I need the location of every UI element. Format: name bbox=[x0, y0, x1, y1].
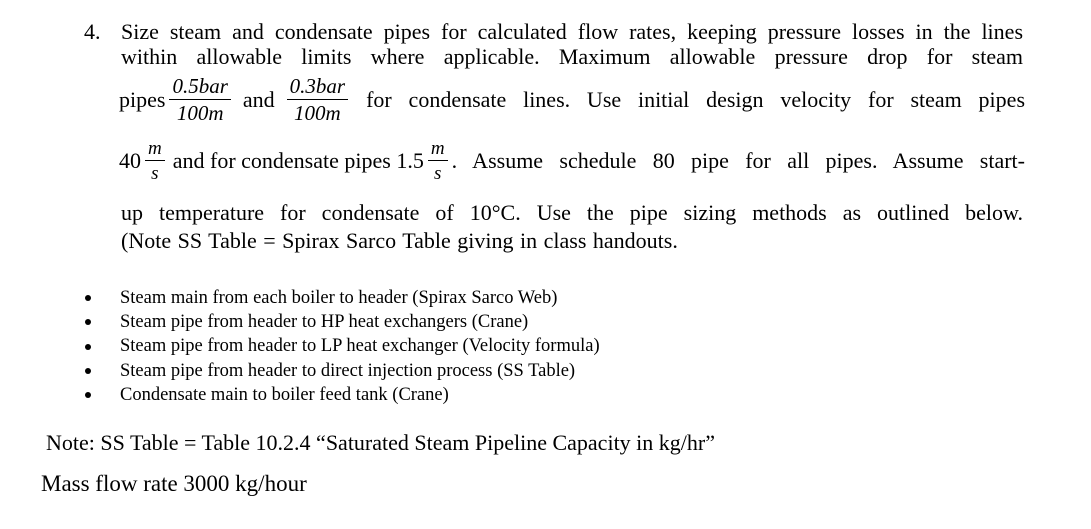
fraction-denominator: s bbox=[433, 163, 442, 184]
pressure-drop-steam-fraction bbox=[169, 76, 230, 124]
line3-prefix: pipes bbox=[119, 87, 166, 112]
mass-flow-rate: Mass flow rate 3000 kg/hour bbox=[41, 471, 307, 496]
fraction-denominator: 100m bbox=[176, 101, 224, 125]
fraction-numerator: m bbox=[428, 139, 448, 161]
list-item bbox=[84, 286, 600, 310]
ss-table-note: Note: SS Table = Table 10.2.4 “Saturated Steam Pipeline Capacity in kg/hr” bbox=[46, 430, 715, 455]
list-item-text: Steam pipe from header to LP heat exchanger (Velocity formula) bbox=[120, 336, 600, 357]
list-item bbox=[84, 310, 600, 334]
list-item bbox=[84, 383, 600, 407]
paragraph-line-1: Size steam and condensate pipes for calculated flow rates, keeping pressure losses in the lines bbox=[121, 19, 1023, 44]
paragraph-line-6: (Note SS Table = Spirax Sarco Table giving in class handouts. bbox=[121, 228, 678, 253]
fraction-numerator: 0.5bar bbox=[169, 76, 230, 100]
bullet-icon bbox=[85, 319, 91, 325]
list-item-text: Condensate main to boiler feed tank (Crane) bbox=[120, 384, 449, 405]
bullet-icon bbox=[85, 392, 91, 398]
paragraph-line-5: up temperature for condensate of 10°C. Use the pipe sizing methods as outlined below. bbox=[121, 200, 1023, 225]
pressure-drop-condensate-fraction bbox=[287, 76, 348, 124]
steam-velocity-value: 40 bbox=[119, 148, 141, 173]
item-number: 4. bbox=[84, 19, 101, 44]
list-item-text: Steam main from each boiler to header (Spirax Sarco Web) bbox=[120, 288, 558, 308]
paragraph-line-2: within allowable limits where applicable. Maximum allowable pressure drop for steam bbox=[121, 44, 1023, 69]
velocity-unit-fraction bbox=[145, 139, 165, 183]
paragraph-line-4 bbox=[119, 139, 1025, 183]
line4-middle: and for condensate pipes 1.5 bbox=[172, 148, 424, 173]
pipe-sizing-methods-list bbox=[84, 286, 600, 407]
list-item-text: Steam pipe from header to HP heat exchangers (Crane) bbox=[120, 312, 529, 333]
fraction-numerator: m bbox=[145, 139, 165, 161]
bullet-icon bbox=[85, 368, 91, 374]
bullet-icon bbox=[85, 344, 91, 350]
list-item-text: Steam pipe from header to direct injection process (SS Table) bbox=[120, 360, 576, 381]
paragraph-line-3 bbox=[119, 76, 1025, 124]
bullet-icon bbox=[85, 295, 91, 301]
line4-suffix: . Assume schedule 80 pipe for all pipes. Assume start- bbox=[451, 148, 1025, 173]
list-item bbox=[84, 334, 600, 358]
fraction-numerator: 0.3bar bbox=[287, 76, 348, 100]
line3-connector: and bbox=[242, 87, 275, 112]
line3-suffix: for condensate lines. Use initial design velocity for steam pipes bbox=[366, 87, 1025, 112]
fraction-denominator: s bbox=[151, 163, 159, 184]
list-item bbox=[84, 359, 600, 383]
velocity-unit-fraction bbox=[428, 139, 448, 183]
fraction-denominator: 100m bbox=[294, 101, 341, 125]
